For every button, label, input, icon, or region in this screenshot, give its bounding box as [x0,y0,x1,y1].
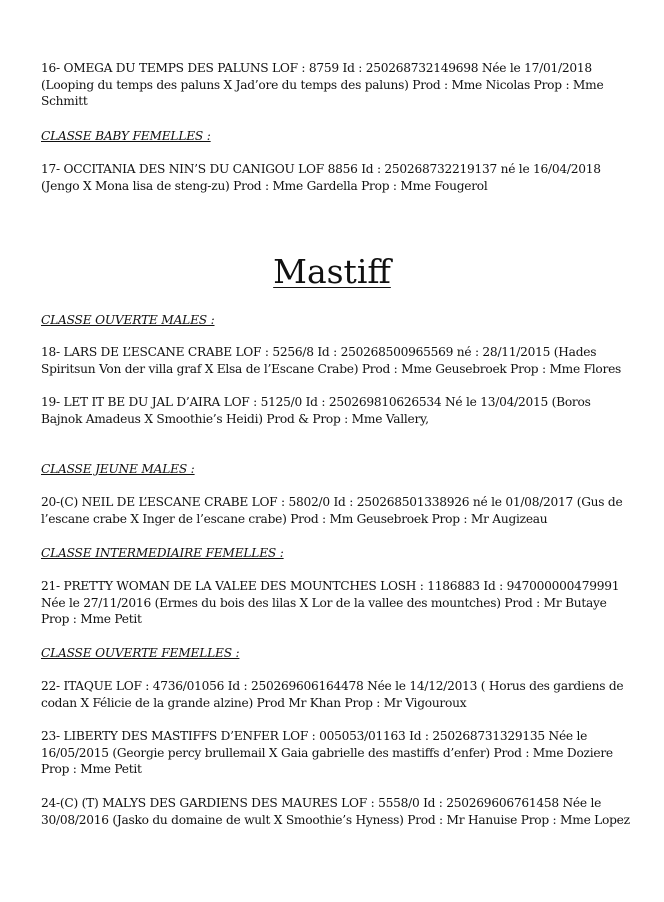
class-heading-ouverte-males: CLASSE OUVERTE MALES : [41,313,215,327]
class-heading-ouverte-femelles: CLASSE OUVERTE FEMELLES : [41,646,240,660]
class-heading-intermediaire-femelles: CLASSE INTERMEDIAIRE FEMELLES : [41,546,284,560]
entry-19: 19- LET IT BE DU JAL D’AIRA LOF : 5125/0 Id : 250269810626534 Né le 13/04/2015 (Boros Bajnok Amadeus X Smoothie’s Heidi) Prod & Prop : Mme Vallery, [41,395,591,426]
entry-24: 24-(C) (T) MALYS DES GARDIENS DES MAURES LOF : 5558/0 Id : 250269606761458 Née le 30/08/2016 (Jasko du domaine de wult X Smoothie’s Hyness) Prod : Mr Hanuise Prop : Mme Lopez [41,796,630,827]
breed-title: Mastiff [273,252,391,291]
entry-21: 21- PRETTY WOMAN DE LA VALEE DES MOUNTCHES LOSH : 1186883 Id : 947000000479991 Née le 27/11/2016 (Ermes du bois des lilas X Lor de la vallee des mountches) Prod : Mr Butaye Prop : Mme Petit [41,579,620,627]
class-heading-jeune-males: CLASSE JEUNE MALES : [41,462,195,476]
entry-20: 20-(C) NEIL DE L’ESCANE CRABE LOF : 5802/0 Id : 250268501338926 né le 01/08/2017 (Gus de l’escane crabe X Inger de l’escane crabe) Prod : Mm Geusebroek Prop : Mr Augizeau [41,495,623,526]
entry-17: 17- OCCITANIA DES NIN’S DU CANIGOU LOF 8856 Id : 250268732219137 né le 16/04/2018 (Jengo X Mona lisa de steng-zu) Prod : Mme Gardella Prop : Mme Fougerol [41,162,601,193]
entry-23: 23- LIBERTY DES MASTIFFS D’ENFER LOF : 005053/01163 Id : 250268731329135 Née le 16/05/2015 (Georgie percy brullemail X Gaia gabrielle des mastiffs d’enfer) Prod : Mme Doziere Prop : Mme Petit [41,729,613,777]
entry-18: 18- LARS DE L’ESCANE CRABE LOF : 5256/8 Id : 250268500965569 né : 28/11/2015 (Hades Spiritsun Von der villa graf X Elsa de l’Escane Crabe) Prod : Mme Geusebroek Prop : Mme Flores [41,345,622,376]
class-heading-baby-femelles: CLASSE BABY FEMELLES : [41,129,211,143]
entry-16: 16- OMEGA DU TEMPS DES PALUNS LOF : 8759 Id : 250268732149698 Née le 17/01/2018 (Looping du temps des paluns X Jad’ore du temps des paluns) Prod : Mme Nicolas Prop : Mme Schmitt [41,61,604,109]
entry-22: 22- ITAQUE LOF : 4736/01056 Id : 250269606164478 Née le 14/12/2013 ( Horus des gardiens de codan X Félicie de la grande alzine) Prod Mr Khan Prop : Mr Vigouroux [41,679,624,710]
